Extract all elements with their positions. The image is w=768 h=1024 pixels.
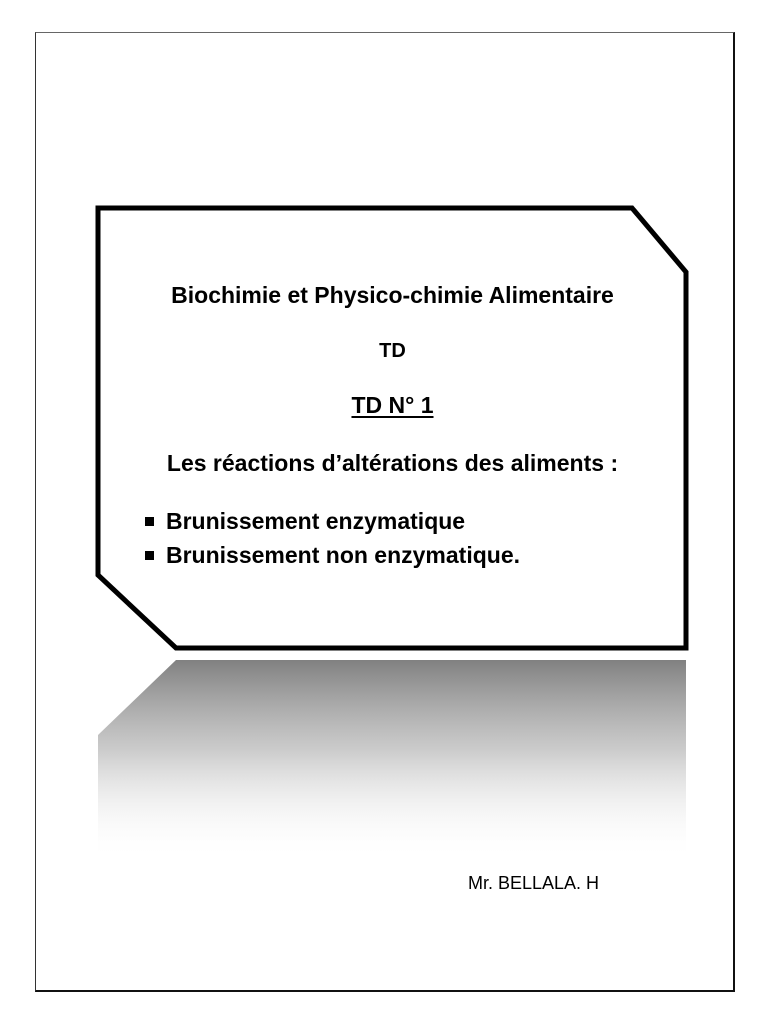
- title-box: [100, 210, 685, 650]
- list-item: [145, 538, 520, 572]
- subject-title: Les réactions d’altérations des aliments :: [166, 450, 619, 476]
- session-type: TD: [379, 340, 406, 362]
- square-bullet-icon: [145, 517, 154, 526]
- topic-label: Brunissement non enzymatique.: [166, 542, 521, 568]
- square-bullet-icon: [145, 551, 154, 560]
- session-number: TD N° 1: [351, 392, 434, 418]
- topic-list: [145, 504, 520, 572]
- list-item: [145, 504, 520, 538]
- box-reflection: [98, 660, 686, 860]
- course-title: Biochimie et Physico-chimie Alimentaire: [171, 282, 614, 308]
- author-name: Mr. BELLALA. H: [468, 873, 600, 893]
- topic-label: Brunissement enzymatique: [166, 508, 466, 534]
